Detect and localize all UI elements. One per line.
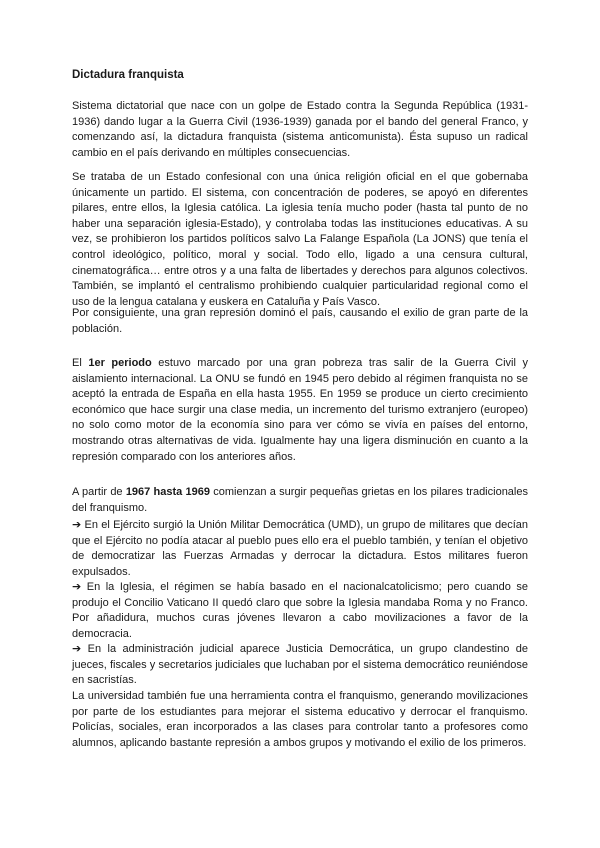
bullet-iglesia: ➔ En la Iglesia, el régimen se había basado en el nacionalcatolicismo; pero cuando se produjo el Concilio Vaticano II quedó claro que sobre la Iglesia mandaba Roma y no Franco. Por añadidura, muchos curas jóvenes llevaron a cabo movilizaciones a favor de la democracia. [72, 581, 528, 640]
bullet-ejercito: ➔ En el Ejército surgió la Unión Militar Democrática (UMD), un grupo de militares que decían que el Ejército no podía atacar al pueblo pues ello era el pueblo también, y tenían el objetivo de democratizar las Fuerzas Armadas y derrocar la dictadura. Estos militares fueron expulsados. [72, 519, 528, 578]
period-1-heading: 1er periodo [88, 357, 152, 369]
document-title: Dictadura franquista [72, 69, 184, 81]
period-2-body-text: comienzan a surgir pequeñas grietas en los pilares tradicionales del franquismo. [72, 486, 528, 514]
period-2-heading: 1967 hasta 1969 [125, 486, 211, 498]
period-1-paragraph [72, 356, 528, 465]
period-2-paragraph [72, 485, 528, 516]
closing-paragraph: La universidad también fue una herramienta contra el franquismo, generando movilizaciones por parte de los estudiantes para mejorar el sistema educativo y derrocar el franquismo. Policías, sociales, eran incorporados a las clases para controlar tanto a profesores como alumnos, aplicando bastante represión a ambos grupos y motivando el exilio de los primeros. [72, 690, 528, 749]
bullet-justicia: ➔ En la administración judicial aparece Justicia Democrática, un grupo clandestino de jueces, fiscales y secretarios judiciales que luchaban por el sistema democrático reuniéndose en sacristías. [72, 643, 528, 687]
intro-paragraph-3: Por consiguiente, una gran represión dominó el país, causando el exilio de gran parte de la población. [72, 307, 528, 335]
intro-paragraph-1: Sistema dictatorial que nace con un golpe de Estado contra la Segunda República (1931-1936) dando lugar a la Guerra Civil (1936-1939) ganada por el bando del general Franco, y comenzando así, la dictadura franquista (sistema anticomunista). Ésta supuso un radical cambio en el país derivando en múltiples consecuencias. [72, 100, 528, 159]
intro-paragraph-2: Se trataba de un Estado confesional con una única religión oficial en el que gobernaba únicamente un partido. El sistema, con concentración de poderes, se apoyó en diferentes pilares, entre ellos, la Iglesia católica. La iglesia tenía mucho poder (hasta tal punto de no haber una separación iglesia-Estado), y controlaba todas las instituciones educativas. A su vez, se prohibieron los partidos políticos salvo La Falange Española (La JONS) que tenía el control ideológico, político, moral y social. Todo ello, ligado a una censura cultural, cinematográfica… entre otros y a una falta de libertades y derechos para algunos colectivos. También, se implantó el centralismo prohibiendo cualquier particularidad regional como el uso de la lengua catalana y euskera en Cataluña y País Vasco. [72, 171, 528, 308]
period-2-intro-text: A partir de [72, 486, 126, 498]
period-1-body-text: estuvo marcado por una gran pobreza tras salir de la Guerra Civil y aislamiento internacional. La ONU se fundó en 1945 pero debido al régimen franquista no se aceptó la entrada de España en ella hasta 1955. En 1959 se produce un cierto crecimiento económico que hace surgir una clase media, un incremento del turismo extranjero (europeo) no solo como motor de la economía sino para ver cómo se vivía en países del entorno, mostrando otras alternativas de vida. Igualmente hay una ligera disminución en cuanto a la represión comparado con los anteriores años. [72, 357, 528, 463]
period-1-intro-text: El [72, 357, 89, 369]
